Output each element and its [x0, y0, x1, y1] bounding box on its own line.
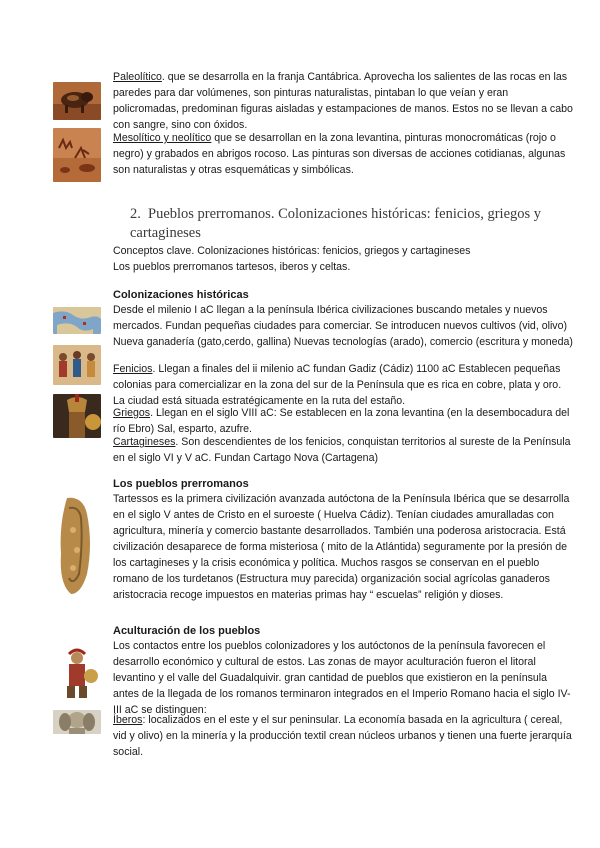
paleolithic-text: . que se desarrolla en la franja Cantábrica. Aprovecha los salientes de las rocas en las paredes para dar volúmenes, son pinturas naturalistas, pintaban lo que veían y eran policromadas, predominan figuras aisladas y estampaciones de manos. Estos no se llevan a cabo con sangre, sino con óxidos.: [113, 71, 573, 131]
colonizations-heading: Colonizaciones históricas: [113, 289, 249, 301]
cave-painting-image: [53, 128, 101, 182]
acculturation-paragraph: Los contactos entre los pueblos colonizadores y los autóctonos de la península favorecen el desarrollo económico y cultural de estos. Las zonas de mayor aculturación fueron el litoral levantino y el valle del Guadalquivir. gran cantidad de pueblos que existieron en la península antes de la llegada de los romanos terminaron integrados en el Imperio Romano hacia el siglo IV-III aC se distinguen:: [113, 640, 571, 716]
mesolithic-term: Mesolítico y neolítico: [113, 132, 212, 144]
peoples-line: Los pueblos prerromanos tartesos, iberos y celtas.: [113, 261, 351, 273]
phoenicians-term: Fenicios: [113, 363, 153, 375]
tartessos-treasure-image: [53, 494, 101, 598]
paleolithic-term: Paleolítico: [113, 71, 162, 83]
section-title: Pueblos prerromanos. Colonizaciones históricas: fenicios, griegos y cartagineses: [130, 206, 542, 241]
carthaginians-paragraph: [113, 434, 573, 466]
tartessos-paragraph: Tartessos es la primera civilización avanzada autóctona de la Península Ibérica que se desarrolla en el siglo V antes de Cristo en el suroeste ( Huelva Cádiz). Tenían ciudades amuralladas con agricultura, minería y comercio bastante desarrollados. También una poderosa aristocracia. Está civilización desaparece de forma misteriosa ( mito de la Atlántida) seguramente por la presión de los cartagineses y la crisis económica y política. Muchos rasgos se conservan en el pueblo romano de los turdetanos (Estructura muy parecida) organización social agrícolas ganaderos aristocracia recoge impuestos en materias primas hay “ escuelas” religión y dioses.: [113, 493, 570, 601]
carthaginians-text: . Son descendientes de los fenicios, conquistan territorios al sureste de la Península en el siglo VI y V aC. Fundan Cartago Nova (Cartagena): [113, 436, 571, 464]
phoenicians-paragraph: [113, 361, 573, 409]
paleolithic-paragraph: [113, 69, 573, 133]
colonization-map-image: [53, 307, 101, 334]
mesolithic-paragraph: [113, 130, 573, 178]
greek-warrior-image: [53, 394, 101, 438]
colonizations-intro: Desde el milenio I aC llegan a la península Ibérica civilizaciones buscando metales y nuevos mercados. Fundan pequeñas ciudades para comerciar. Se introducen nuevos cultivos (vid, olivo) Nueva ganadería (gato,cerdo, gallina) Nuevas tecnologías (arado), comercio (escritura y moneda): [113, 304, 573, 348]
section-heading: [130, 205, 570, 243]
iberians-text: : localizados en el este y el sur peninsular. La economía basada en la agricultura ( cereal, vid y olivo) en la minería y la producción textil crean núcleos urbanos y tienen una fuerte jerarquía social.: [113, 714, 572, 758]
iberians-paragraph: [113, 712, 573, 760]
carthaginians-term: Cartagineses: [113, 436, 176, 448]
phoenicians-text: . Llegan a finales del ii milenio aC fundan Gadiz (Cádiz) 1100 aC Establecen pequeñas colonias para comercializar en la zona del sur de la Península que es rica en cobre, plata y oro. La ciudad está situada estratégicamente en la ruta del estaño.: [113, 363, 562, 407]
dama-sculpture-image: [53, 710, 101, 734]
greeks-term: Griegos: [113, 407, 151, 419]
iberians-term: Íberos: [113, 714, 143, 726]
mesolithic-text: que se desarrollan en la zona levantina, pinturas monocromáticas (rojo o negro) y grabados en abrigos rocoso. Las pinturas son diversas de acciones cotidianas, algunas son naturalistas y otras esquemáticas y simbólicas.: [113, 132, 566, 176]
key-concepts-line: Conceptos clave. Colonizaciones históricas: fenicios, griegos y cartagineses: [113, 245, 471, 257]
greeks-paragraph: [113, 405, 573, 437]
phoenician-scene-image: [53, 345, 101, 385]
cave-bison-image: [53, 82, 101, 120]
acculturation-heading: Aculturación de los pueblos: [113, 625, 261, 637]
iberian-warrior-image: [53, 648, 101, 698]
section-number: 2.: [130, 206, 141, 222]
prerroman-heading: Los pueblos prerromanos: [113, 478, 249, 490]
greeks-text: . Llegan en el siglo VIII aC: Se establecen en la zona levantina (en la desembocadura del río Ebro) Sal, esparto, azufre.: [113, 407, 570, 435]
